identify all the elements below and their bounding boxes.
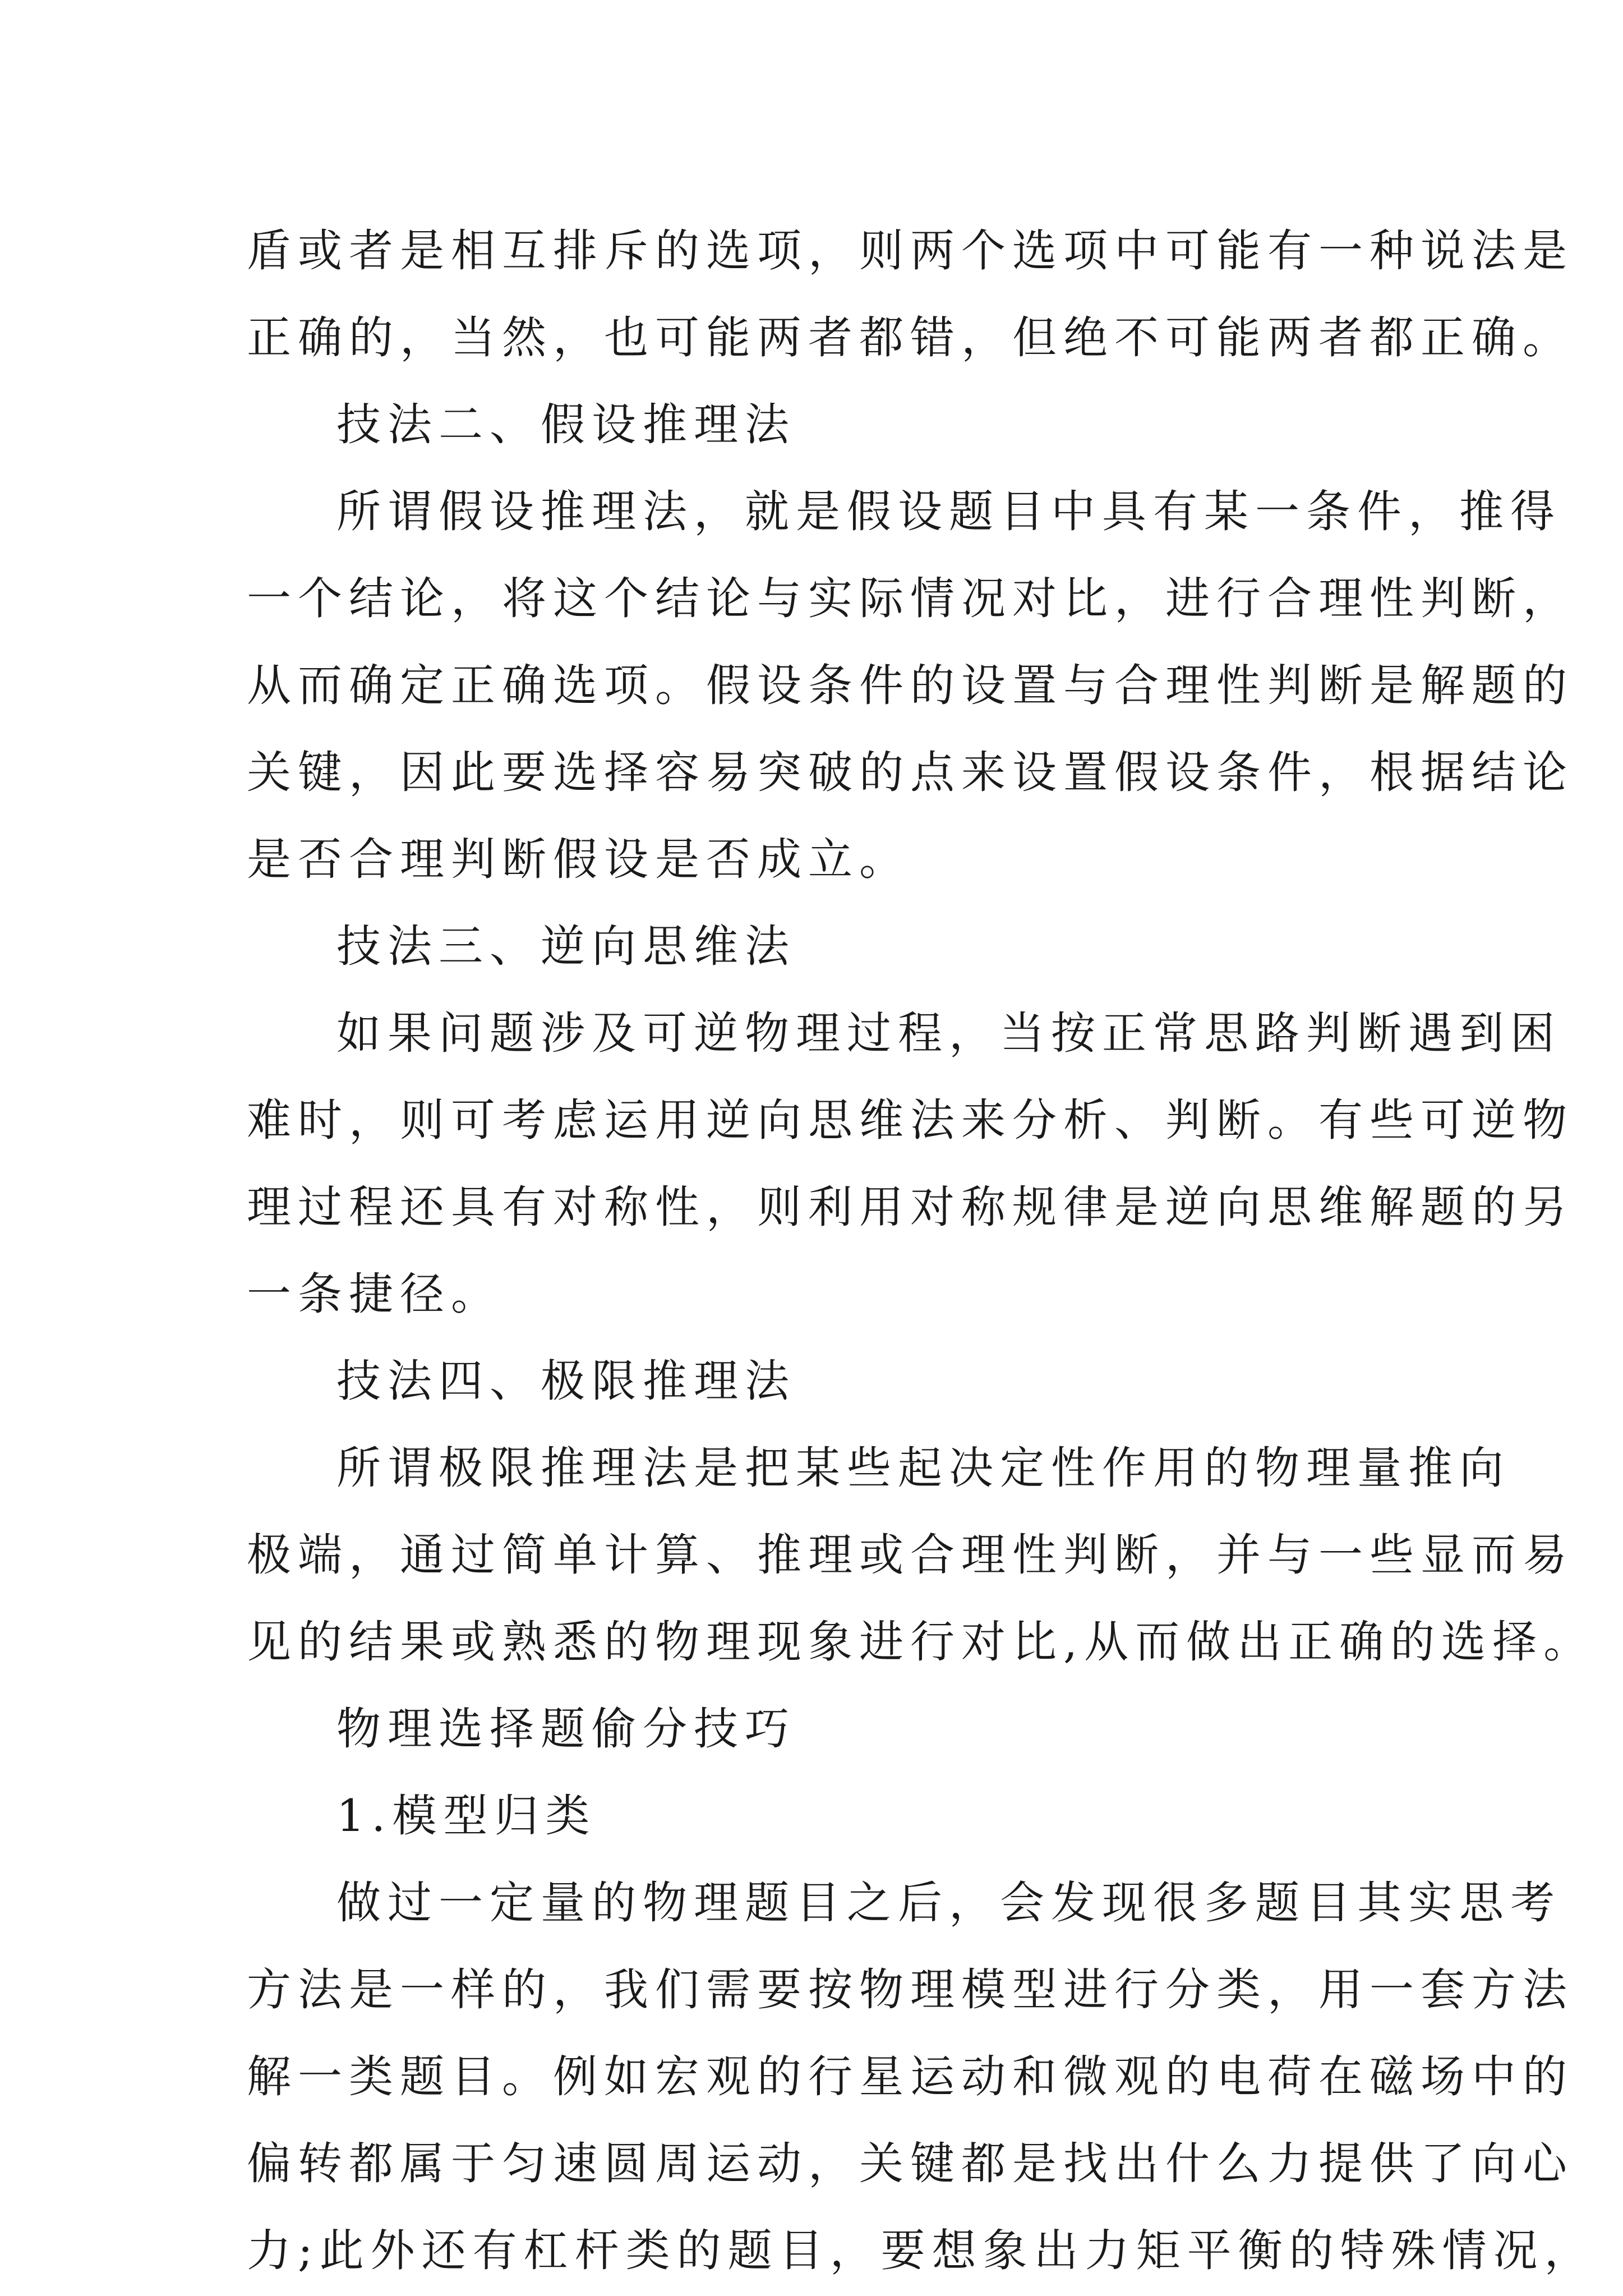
text-line: 理过程还具有对称性，则利用对称规律是逆向思维解题的另 [247, 1181, 1574, 1233]
section-heading: 技法三、逆向思维法 [336, 921, 796, 972]
text-line: 盾或者是相互排斥的选项，则两个选项中可能有一种说法是 [247, 225, 1574, 277]
text-line: 解一类题目。例如宏观的行星运动和微观的电荷在磁场中的 [247, 2051, 1574, 2102]
section-heading: 物理选择题偷分技巧 [336, 1703, 796, 1755]
text-line: 方法是一样的，我们需要按物理模型进行分类，用一套方法 [247, 1964, 1574, 2016]
text-line: 一条捷径。 [247, 1268, 502, 1320]
body-text [247, 208, 1596, 2294]
text-line: 偏转都属于匀速圆周运动，关键都是找出什么力提供了向心 [247, 2138, 1574, 2189]
text-line: 所谓极限推理法是把某些起决定性作用的物理量推向 [336, 1442, 1510, 1494]
text-line: 做过一定量的物理题目之后，会发现很多题目其实思考 [336, 1877, 1561, 1929]
text-line: 见的结果或熟悉的物理现象进行对比,从而做出正确的选择。 [247, 1616, 1595, 1668]
text-line: 如果问题涉及可逆物理过程，当按正常思路判断遇到困 [336, 1007, 1561, 1059]
text-line: 所谓假设推理法，就是假设题目中具有某一条件，推得 [336, 486, 1561, 537]
section-heading: 技法四、极限推理法 [336, 1355, 796, 1407]
text-line: 正确的，当然，也可能两者都错，但绝不可能两者都正确。 [247, 312, 1574, 364]
text-line: 关键，因此要选择容易突破的点来设置假设条件，根据结论 [247, 747, 1574, 798]
text-line: 一个结论，将这个结论与实际情况对比，进行合理性判断， [247, 573, 1574, 624]
subsection-heading: 1.模型归类 [336, 1790, 597, 1842]
text-line: 是否合理判断假设是否成立。 [247, 834, 910, 885]
text-line: 从而确定正确选项。假设条件的设置与合理性判断是解题的 [247, 660, 1574, 711]
text-line: 难时，则可考虑运用逆向思维法来分析、判断。有些可逆物 [247, 1094, 1574, 1146]
text-line: 极端，通过简单计算、推理或合理性判断，并与一些显而易 [247, 1529, 1574, 1581]
section-heading: 技法二、假设推理法 [336, 399, 796, 450]
text-line: 力;此外还有杠杆类的题目，要想象出力矩平衡的特殊情况， [247, 2225, 1596, 2276]
